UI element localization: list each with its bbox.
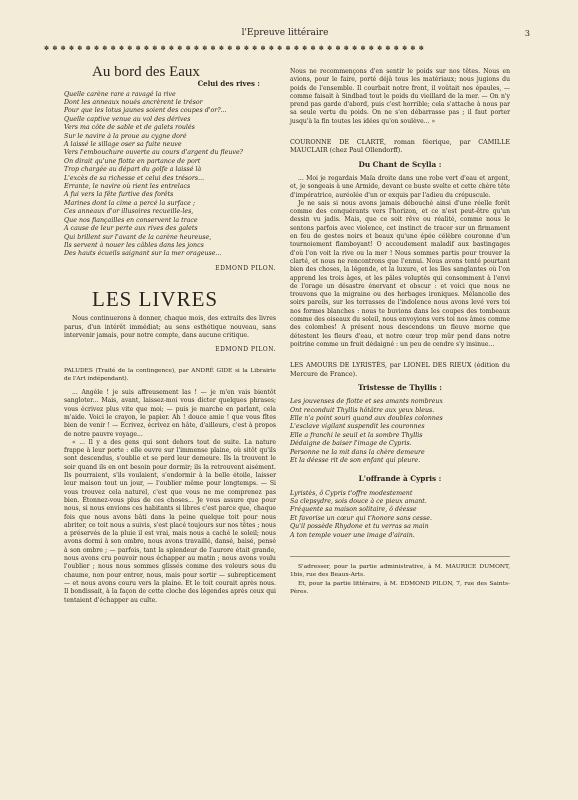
verse-line: Qui brillent sur l'avant de la carène heureuse, — [64, 233, 212, 241]
excerpt-paragraph: « ... Il y a des gens qui sont dehors tout de suite. La nature frappe à leur porte : elle ouvre sur l'immense plaine, où sitôt qu'ils sont descendus, s'oublie et se perd leur demeure. Ils la trouvent le soir quand ils en ont besoin pour dormir; ils la retrouvent aisément. Ils pourraient, s'ils voulaient, s'endormir à la belle étoile, laisser leur maison tout un jour, — l'oublier même pour longtemps. — Si vous trouvez cela naturel, c'est que vous ne me comprenez pas bien. Étonnez-vous plus de ces choses... Je vous assure que pour nous, si nous envions ces habitants si libres c'est parce que, chaque fois que nous avons bâti dans la peine quelque toit pour nous abriter, ce toit nous a suivis, s'est placé toujours sur nos têtes ; nous a préservés de la pluie il est vrai, mais nous a caché le soleil; nous avons dormi à son ombre, nous avons travaillé, dansé, baisé, pensé à son ombre ; — parfois, tant la splendeur de l'aurore était grande, nous avons cru pouvoir nous échapper au matin ; nous avons voulu l'oublier ; nous nous sommes glissés comme des voleurs sous du chaume, non pour entrer, nous, mais pour sortir — subrepticement — et nous avons couru vers la plaine. Et le toit courait après nous. Il bondissait, à la façon de cette cloche des légendes après ceux qui tentaient d'échapper au culte. — [64, 438, 276, 604]
chapter-title: Du Chant de Scylla : — [358, 159, 442, 169]
verse-line: Qu'il possède Rhydone et tu verras sa main — [290, 523, 429, 531]
footer-line: S'adresser, pour la partie administrative, à M. MAURICE DUMONT, 1bis, rue des Beaux-Arts. — [290, 564, 510, 579]
verse-line: Des hauts écueils saignant sur la mer orageuse... — [64, 250, 222, 258]
verse-line: A cause de leur perte aux rives des galets — [64, 225, 198, 233]
poem-lines — [290, 490, 510, 540]
excerpt-paragraph: ... Angèle ! je suis affreusement las ! — je m'en vais bientôt sangloter... Mais, avant, laissez-moi vous dicter quelques phrases; vous écrivez plus vite que moi; — puis je marche en parlant, cela m'aide. Voici le crayon, le papier. Ah ! douce amie ! que vous fîtes bien de venir ! — Écrivez, écrivez en hâte, d'ailleurs, c'est à propos de notre pauvre voyage... — [64, 389, 276, 438]
verse-line: Vers l'embouchure ouverte au cours d'argent du fleuve? — [64, 149, 244, 157]
verse-line: On dirait qu'une flotte en partance de port — [64, 157, 201, 165]
verse-line: Personne ne la mit dans la chère demeure — [290, 448, 425, 456]
book-reference: COURONNE DE CLARTÉ, roman féerique, par CAMILLE MAUCLAIR (chez Paul Ollendorff). — [290, 138, 510, 155]
contact-footer — [290, 556, 510, 596]
section-title: LES LIVRES — [92, 287, 219, 312]
excerpt-continuation: Nous ne recommençons d'en sentir le poids sur nos têtes. Nous en avions, pour le faire, porté déjà tous les matériaux; nous jugions du poids de l'ensemble. Il courbait notre front, il voûtait nos épaules, — comme faisait à Sindbad tout le poids du vieillard de la mer. — On n'y prend pas garde d'abord, puis c'est horrible; cela s'attache à nous par sa seule vertu du poids. On ne s'en débarrasse pas ; il faut porter jusqu'à la fin toutes les idées qu'on soulève... » — [290, 68, 510, 125]
verse-line: Ont reconduit Thyllis hôtâtre aux yeux bleus. — [290, 406, 435, 414]
verse-line: Quelle carène rare a ravagé la rive — [64, 90, 176, 98]
poem-title: Au bord des Eaux — [92, 64, 200, 80]
page-number: 3 — [524, 29, 530, 38]
verse-line: Ces anneaux d'or illusoires recueille-les, — [64, 208, 194, 216]
verse-line: Ils servent à nouer les câbles dans les joncs — [64, 241, 204, 249]
page-header — [40, 28, 530, 44]
verse-line: Dédaigne de baiser l'image de Cypris. — [290, 440, 412, 448]
excerpt-paragraph: Je ne sais si nous avons jamais débouché ainsi d'une réelle forêt comme des conquérants vers l'horizon, et ce n'est peut-être qu'un dessin vu jadis. Mais, que ce soit rêve ou réalité, comme nous le sentons parfois avec violence, cet instinct de tracer sur un firmament en feu de gestes noirs et beaux qu'une épée célèbre couronne d'un tournoiement flamboyant! O accoudement maladif aux bastingages d'où l'on voit la rive ou la mer ! Nous sommes partis pour trouver la clarté, et nous ne rencontrons que l'ennui. Nous avons tenté pourtant bien des choses, la légende, et la luxure, et les îles sanglantes où l'on apprend les trois âges, et les pâles voluptés qui consomment à l'envi de l'orage un désastre énervant et obscur : et voici que nous ne trouvons que la migraine ou des herbages ironiques. Mélancolie des soirs pareils, sur les terrasses de l'indolence nous avons levé vers toi nos formes blanches : nous te buvions dans les coupes des tombeaux comme des oiseaux du soleil, nous envoyions vers toi nos âmes comme des colombes! A présent nous descendons un fleuve morne que détestent les fleurs d'eau, et notre cœur trop mûr pend dans notre poitrine comme un fruit dédaigné : un peu de cendre s'y insinue... — [290, 199, 510, 348]
verse-line: Elle a franchi le seuil et la sombre Thyllis — [290, 431, 423, 439]
verse-line: Pour que les lotus jaunes soient des coupes d'or?... — [64, 107, 227, 115]
poem-lines — [290, 398, 510, 465]
verse-line: Marines dont la cime a percé la surface ; — [64, 199, 195, 207]
journal-title: l'Epreuve littéraire — [241, 28, 329, 38]
verse-line: A laissé le sillage oser sa fuite neuve — [64, 141, 182, 149]
poem-lines — [64, 91, 276, 259]
excerpt-paragraph: ... Moi je regardais Maïa droite dans une robe vert d'eau et argent, et, je songeais à une Armide, devant ce buste svelte et cette chère tête d'impératrice, auréolée d'un or exquis par l'adieu du crépuscule. — [290, 174, 510, 199]
verse-line: L'excès de sa richesse et celui des trésors... — [64, 174, 205, 182]
book-reference: LES AMOURS DE LYRISTÈS, par LIONEL DES RIEUX (édition du Mercure de France). — [290, 361, 510, 378]
verse-line: Vers ma côte de sable et de galets roulés — [64, 124, 195, 132]
verse-line: Elle n'a point souri quand aux doubles colonnes — [290, 414, 443, 422]
poem-subtitle: Celui des rives : — [197, 79, 260, 89]
verse-line: Les jouvenses de flotte et ses amants nombreux — [290, 398, 443, 406]
verse-line: Trop chargée au départ du golfe a laissé là — [64, 166, 202, 174]
verse-line: Que nos fiançailles en conservent la trace — [64, 216, 198, 224]
poem-signature: EDMOND PILON. — [215, 264, 276, 272]
verse-line: Sa clepsydre, sois douce à ce pieux amant. — [290, 498, 427, 506]
verse-line: A ton temple vouer une image d'airain. — [290, 531, 415, 539]
verse-line: Fréquente sa maison solitaire, ô déesse — [290, 506, 417, 514]
book-reference: PALUDES (Traité de la contingence), par ANDRÉ GIDE si la Librairie de l'Art indépendant). — [64, 367, 276, 382]
footer-line: Et, pour la partie littéraire, à M. EDMOND PILON, 7, rue des Saints-Pères. — [290, 580, 510, 595]
verse-line: Errante, le navire où rient les entrelacs — [64, 183, 191, 191]
poem-title: L'offrande à Cypris : — [358, 474, 442, 484]
verse-line: Dont les anneaux noués ancrèrent le trésor — [64, 99, 203, 106]
verse-line: Lyristès, ô Cypris t'offre modestement — [290, 489, 413, 497]
right-column — [290, 68, 510, 596]
verse-line: Et favorise un cœur qui t'honore sans cesse. — [290, 514, 432, 522]
section-intro: Nous continuerons à donner, chaque mois, des extraits des livres parus, d'un intérêt immédiat; au sens esthétique nouveau, sans intervenir jamais, pour notre compte, dans aucune critique. — [64, 315, 276, 339]
verse-line: Et la déesse rit de son enfant qui pleure. — [290, 456, 421, 464]
verse-line: Sur le navire à la proue au cygne doré — [64, 132, 187, 140]
verse-line: L'esclave vigilant suspendit les couronnes — [290, 423, 425, 431]
ornament-divider: ✽✽✽✽✽✽✽✽✽✽✽✽✽✽✽✽✽✽✽✽✽✽✽✽✽✽✽✽✽✽✽✽✽✽✽✽✽✽✽✽✽✽✽✽✽✽ — [44, 45, 428, 52]
verse-line: A fui vers la fête furtive des forêts — [64, 191, 174, 199]
verse-line: Quelle captive venue au vol des dérives — [64, 115, 191, 123]
poem-title: Tristesse de Thyllis : — [358, 382, 442, 392]
left-column — [64, 64, 276, 605]
intro-signature: EDMOND PILON. — [215, 346, 276, 354]
